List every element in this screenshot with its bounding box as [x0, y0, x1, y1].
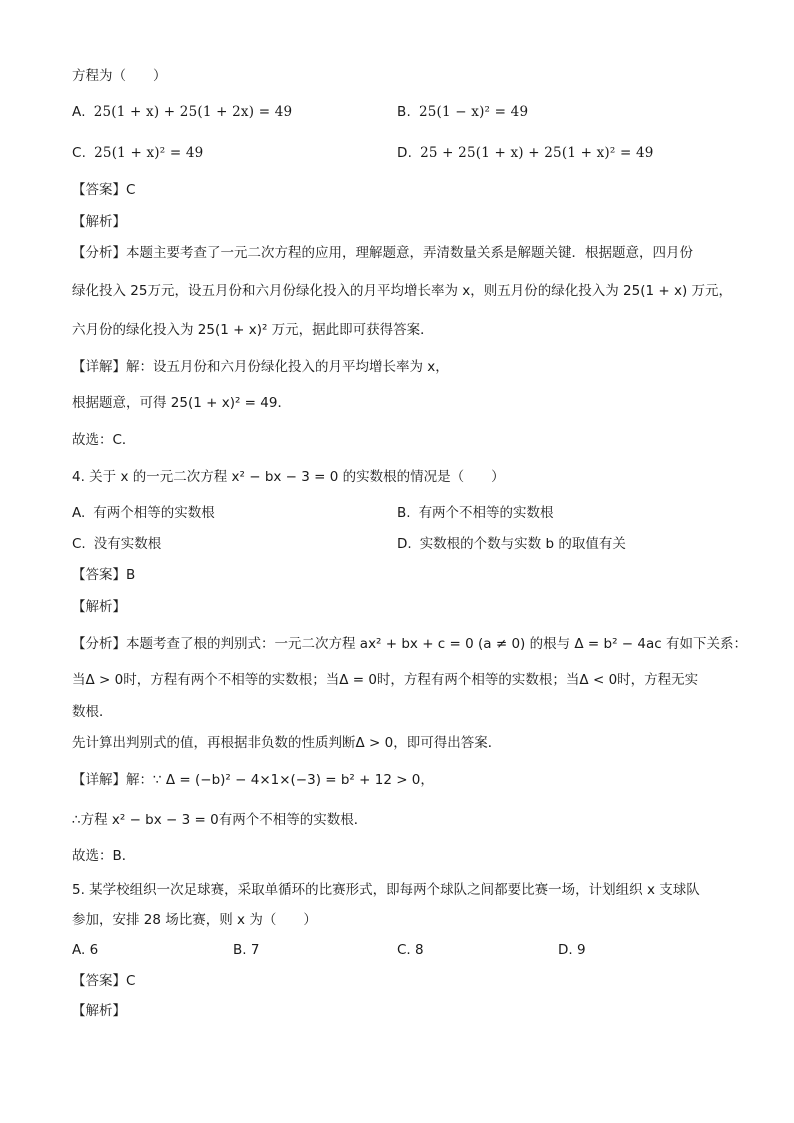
q5-analysis-heading: 【解析】: [72, 1003, 126, 1019]
option-label: D.: [397, 536, 412, 552]
q3-analysis-line-3: 六月份的绿化投入为 25(1 + x)² 万元，据此即可获得答案．: [72, 322, 434, 338]
q3-choice: 故选：C．: [72, 432, 136, 448]
q3-analysis-line-2: 绿化投入 25万元，设五月份和六月份绿化投入的月平均增长率为 x，则五月份的绿化投入为 25(1 + x) 万元，: [72, 283, 733, 299]
option-text: 25(1 − x)² = 49: [418, 104, 529, 120]
q4-answer: 【答案】B: [72, 567, 136, 583]
q4-analysis-heading: 【解析】: [72, 599, 126, 615]
option-text: 没有实数根: [93, 536, 162, 552]
q5-stem-line-1: 5. 某学校组织一次足球赛，采取单循环的比赛形式，即每两个球队之间都要比赛一场，计划组织 x 支球队: [72, 882, 700, 898]
q3-stem-end: 方程为（ ）: [72, 68, 167, 84]
option-label: A.: [72, 505, 86, 521]
option-text: 有两个不相等的实数根: [418, 505, 554, 521]
option-text: 25(1 + x) + 25(1 + 2x) = 49: [93, 104, 293, 120]
q4-choice: 故选：B．: [72, 848, 136, 864]
q3-analysis-heading: 【解析】: [72, 214, 126, 230]
q3-detail-line-1: 【详解】解：设五月份和六月份绿化投入的月平均增长率为 x，: [72, 359, 449, 375]
q4-analysis-line-2: 当Δ > 0时，方程有两个不相等的实数根；当Δ = 0时，方程有两个相等的实数根；当Δ < 0时，方程无实: [72, 672, 699, 688]
q4-stem: 4. 关于 x 的一元二次方程 x² − bx − 3 = 0 的实数根的情况是（ ）: [72, 469, 505, 485]
option-label: B.: [397, 505, 411, 521]
q4-analysis-line-3: 数根．: [72, 704, 113, 720]
option-label: A.: [72, 104, 86, 120]
q4-detail-line-1: 【详解】解：∵ Δ = (−b)² − 4×1×(−3) = b² + 12 > 0，: [72, 772, 434, 788]
q3-answer: 【答案】C: [72, 182, 136, 198]
q5-answer: 【答案】C: [72, 973, 136, 989]
q5-option-c[interactable]: C. 8: [397, 942, 424, 958]
q3-option-c[interactable]: [72, 143, 203, 163]
option-text: 25(1 + x)² = 49: [94, 145, 204, 161]
q3-analysis-line-1: 【分析】本题主要考查了一元二次方程的应用，理解题意，弄清数量关系是解题关键．根据题意，四月份: [72, 245, 693, 261]
q5-stem-line-2: 参加，安排 28 场比赛，则 x 为（ ）: [72, 912, 317, 928]
q4-option-c[interactable]: [72, 534, 161, 554]
q4-detail-line-2: ∴方程 x² − bx − 3 = 0有两个不相等的实数根．: [72, 812, 368, 828]
q3-option-b[interactable]: [397, 102, 528, 122]
option-label: B.: [397, 104, 411, 120]
q4-option-b[interactable]: [397, 503, 554, 523]
option-label: C.: [72, 536, 86, 552]
q4-analysis-line-4: 先计算出判别式的值，再根据非负数的性质判断Δ > 0，即可得出答案．: [72, 735, 502, 751]
q4-analysis-line-1: 【分析】本题考查了根的判别式：一元二次方程 ax² + bx + c = 0 (a ≠ 0) 的根与 Δ = b² − 4ac 有如下关系：: [72, 636, 747, 652]
option-text: 有两个相等的实数根: [93, 505, 215, 521]
q5-option-d[interactable]: D. 9: [558, 942, 586, 958]
option-label: D.: [397, 145, 413, 161]
option-text: 实数根的个数与实数 b 的取值有关: [419, 536, 626, 552]
q3-option-a[interactable]: [72, 102, 292, 122]
q5-option-b[interactable]: B. 7: [233, 942, 260, 958]
q4-option-a[interactable]: [72, 503, 215, 523]
q3-option-d[interactable]: [397, 143, 654, 163]
q4-option-d[interactable]: [397, 534, 626, 554]
q3-detail-line-2: 根据题意，可得 25(1 + x)² = 49．: [72, 395, 291, 411]
option-label: C.: [72, 145, 87, 161]
option-text: 25 + 25(1 + x) + 25(1 + x)² = 49: [420, 145, 654, 161]
q5-option-a[interactable]: A. 6: [72, 942, 99, 958]
